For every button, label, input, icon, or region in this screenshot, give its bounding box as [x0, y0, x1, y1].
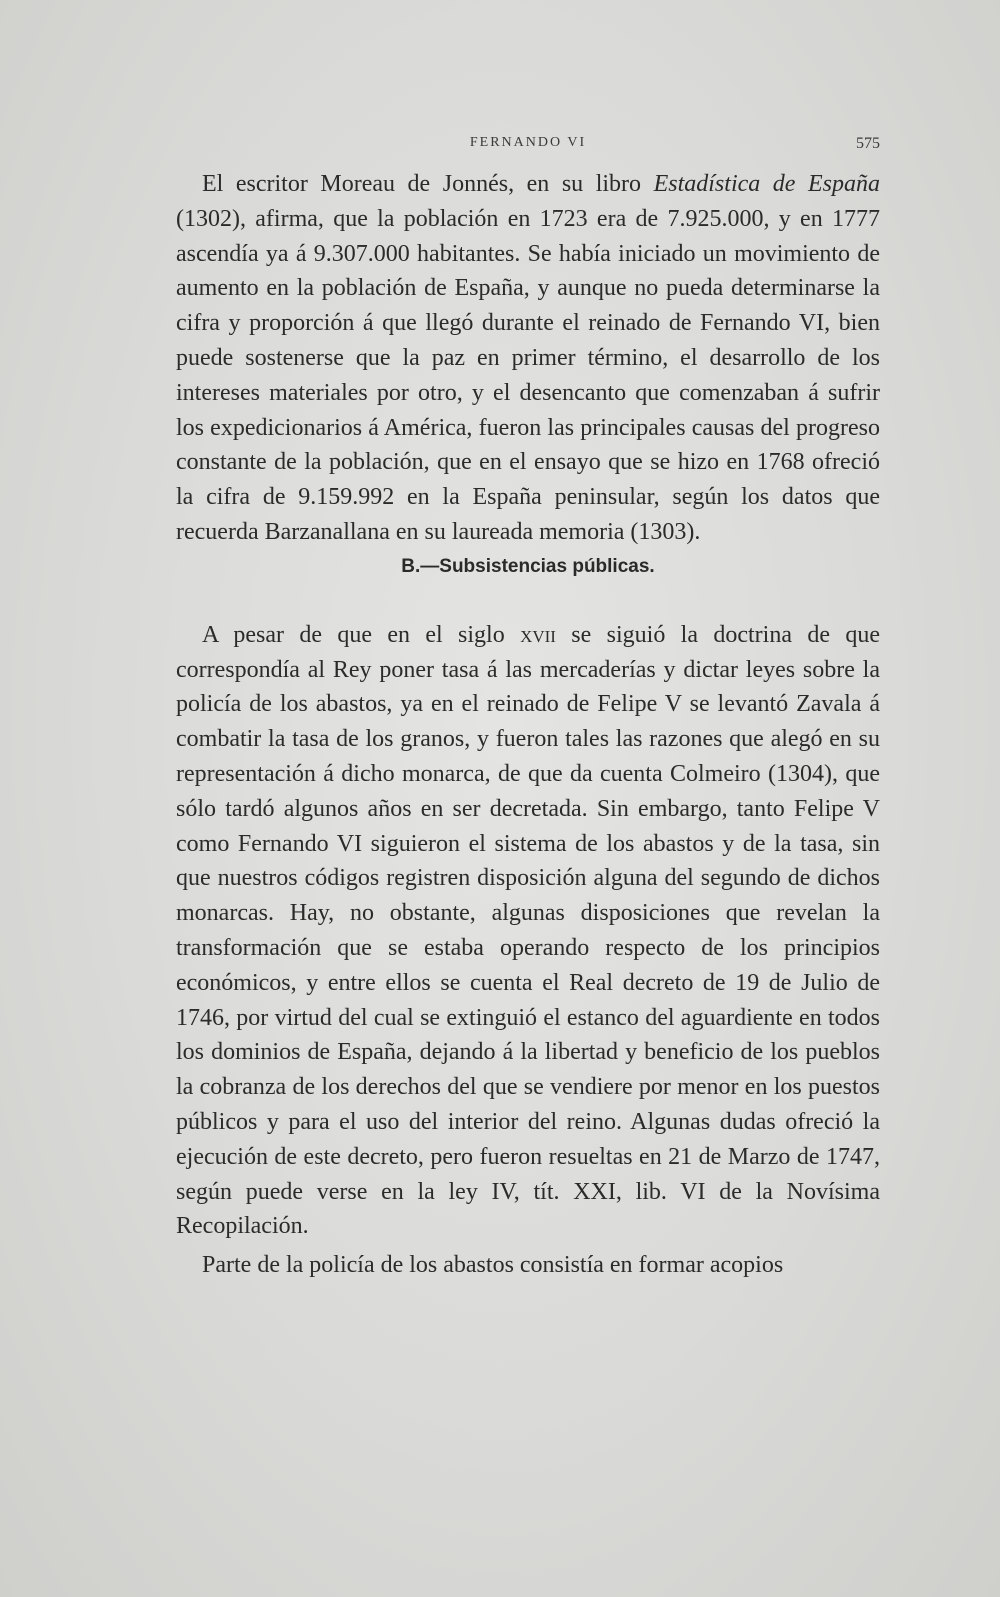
century-numeral: xvii [520, 621, 556, 648]
section-heading: B.—Subsistencias públicas. [401, 555, 655, 577]
running-title: FERNANDO VI [469, 135, 587, 150]
paragraph-abastos [176, 1248, 880, 1283]
paragraph-text: (1302), afirma, que la población en 1723 era de 7.925.000, y en 1777 ascendía ya á 9.307.000 habitantes. Se había iniciado un movimiento de aumento en la población de España, y aunque no pueda determinarse la cifra y proporción á que llegó durante el reinado de Fernando VI, bien puede sostenerse que la paz en primer término, el desarrollo de los intereses materiales por otro, y el desencanto que comenzaban á sufrir los expedicionarios á América, fueron las principales causas del progreso constante de la población, que en el ensayo que se hizo en 1768 ofreció la cifra de 9.159.992 en la España peninsular, según los datos que recuerda Barzanallana en su laureada memoria (1303). [176, 205, 880, 545]
body-text [176, 167, 880, 1283]
book-title-italic: Estadística de España [653, 171, 880, 197]
paragraph-subsistencias [176, 618, 880, 1244]
paragraph-text: A pesar de que en el siglo [202, 621, 521, 648]
page-number: 575 [856, 135, 880, 152]
paragraph-text: Parte de la policía de los abastos consistía en formar acopios [202, 1252, 784, 1279]
paragraph-population [176, 167, 880, 550]
paragraph-text: se siguió la doctrina de que correspondía al Rey poner tasa á las mercaderías y dictar leyes sobre la policía de los abastos, ya en el reinado de Felipe V se levantó Zavala á combatir la tasa de los granos, y fueron tales las razones que alegó en su representación á dicho monarca, de que da cuenta Colmeiro (1304), que sólo tardó algunos años en ser decretada. Sin embargo, tanto Felipe V como Fernando VI siguieron el sistema de los abastos y de la tasa, sin que nuestros códigos registren disposición alguna del segundo de dichos monarcas. Hay, no obstante, algunas disposiciones que revelan la transformación que se estaba operando respecto de los principios económicos, y entre ellos se cuenta el Real decreto de 19 de Julio de 1746, por virtud del cual se extinguió el estanco del aguardiente en todos los dominios de España, dejando á la libertad y beneficio de los pueblos la cobranza de los derechos del que se vendiere por menor en los puestos públicos y para el uso del interior del reino. Algunas dudas ofreció la ejecución de este decreto, pero fueron resueltas en 21 de Marzo de 1747, según puede verse en la ley IV, tít. XXI, lib. VI de la Novísima Recopilación. [176, 621, 880, 1240]
running-head [176, 135, 880, 155]
paragraph-text: El escritor Moreau de Jonnés, en su libro [202, 171, 654, 197]
